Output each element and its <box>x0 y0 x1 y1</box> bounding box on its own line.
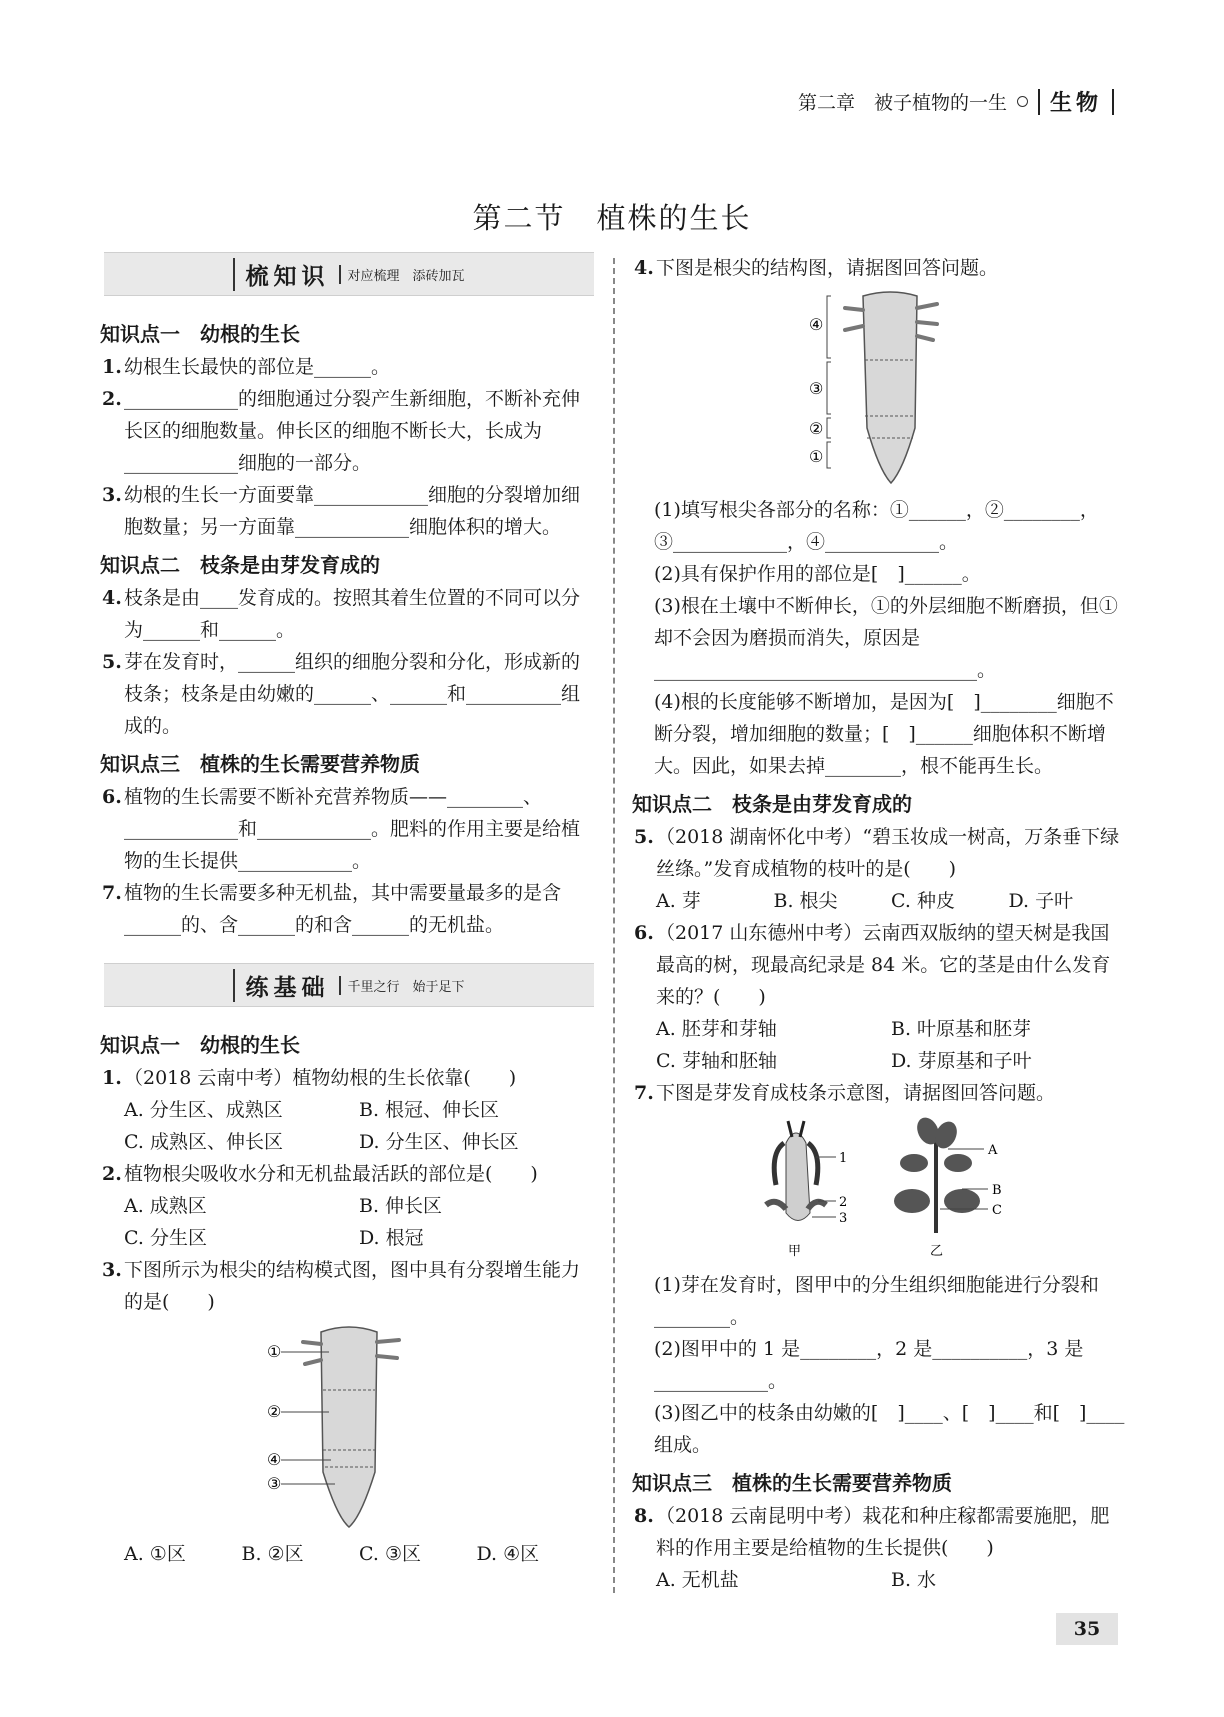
knowledge-point-heading: 知识点三 植株的生长需要营养物质 <box>100 752 420 776</box>
option[interactable]: A. 芽 <box>656 890 701 912</box>
diagram-label: ② <box>809 419 824 438</box>
diagram-label: ① <box>267 1342 282 1361</box>
page-number: 35 <box>1056 1613 1118 1645</box>
question: 7. 植物的生长需要多种无机盐，其中需要量最多的是含______的、含______的和含______的无机盐。 <box>102 882 562 936</box>
option[interactable]: C. 芽轴和胚轴 <box>656 1050 777 1072</box>
diagram-label: ② <box>267 1402 282 1421</box>
sub-question: (1)芽在发育时，图甲中的分生组织细胞能进行分裂和________。 <box>654 1274 1099 1328</box>
branch-figure-yi <box>894 1114 1002 1259</box>
bud-development-diagram <box>736 1113 1026 1263</box>
option[interactable]: C. 成熟区、伸长区 <box>124 1131 283 1153</box>
question: 2. 植物根尖吸收水分和无机盐最活跃的部位是( ) <box>102 1163 538 1185</box>
divider-bar <box>1038 89 1040 115</box>
options <box>104 1094 594 1158</box>
root-tip-structure-diagram <box>781 288 981 488</box>
sub-question: (1)填写根尖各部分的名称：①______，②________，③____________，④____________。 <box>654 499 1099 553</box>
question: 5. 芽在发育时，______组织的细胞分裂和分化，形成新的枝条；枝条是由幼嫩的______、______和__________组成的。 <box>102 651 581 737</box>
right-column <box>632 252 1126 1596</box>
question: 2. ____________的细胞通过分裂产生新细胞，不断补充伸长区的细胞数量。伸长区的细胞不断长大，长成为____________细胞的一部分。 <box>102 388 581 474</box>
figure-caption: 乙 <box>930 1244 944 1259</box>
question: 1. （2018 云南中考）植物幼根的生长依靠( ) <box>102 1067 517 1089</box>
diagram-label: A <box>988 1143 998 1158</box>
diagram-label: ③ <box>267 1474 282 1493</box>
page-title: 第二节 植株的生长 <box>472 201 752 235</box>
option[interactable]: C. 分生区 <box>124 1227 207 1249</box>
sub-question: (2)图甲中的 1 是________，2 是__________，3 是____________。 <box>654 1338 1084 1392</box>
option[interactable]: A. ①区 <box>124 1543 186 1565</box>
option[interactable]: D. 根冠 <box>359 1227 424 1249</box>
options <box>104 1190 594 1254</box>
options <box>636 885 1126 917</box>
question: 8. （2018 云南昆明中考）栽花和种庄稼都需要施肥，肥料的作用主要是给植物的生长提供( ) <box>634 1505 1110 1559</box>
question: 3. 下图所示为根尖的结构模式图，图中具有分裂增生能力的是( ) <box>102 1259 581 1313</box>
question: 4. 枝条是由____发育成的。按照其着生位置的不同可以分为______和______。 <box>102 587 581 641</box>
option[interactable]: B. ②区 <box>241 1543 304 1565</box>
option[interactable]: B. 根尖 <box>773 890 838 912</box>
banner-slogan: 千里之行 始于足下 <box>339 976 464 995</box>
column-divider <box>613 258 615 1593</box>
question: 1. 幼根生长最快的部位是______。 <box>102 356 391 378</box>
option[interactable]: C. 种皮 <box>891 890 955 912</box>
question: 3. 幼根的生长一方面要靠____________细胞的分裂增加细胞数量；另一方面靠____________细胞体积的增大。 <box>102 484 581 538</box>
sub-question: (3)根在土壤中不断伸长，①的外层细胞不断磨损，但①却不会因为磨损而消失，原因是__________________________________。 <box>654 595 1118 681</box>
knowledge-point-heading: 知识点三 植株的生长需要营养物质 <box>632 1471 952 1495</box>
options <box>636 1013 1126 1077</box>
diagram-label: ④ <box>267 1450 282 1469</box>
banner-name: 练基础 <box>233 969 329 1002</box>
running-header <box>798 86 1114 117</box>
option[interactable]: A. 分生区、成熟区 <box>124 1099 283 1121</box>
diagram-label: 2 <box>839 1195 848 1210</box>
divider-bar <box>1112 89 1114 115</box>
bud-figure-jia <box>766 1121 847 1259</box>
sub-question: (2)具有保护作用的部位是[ ]______。 <box>654 563 981 585</box>
option[interactable]: D. 芽原基和子叶 <box>891 1050 1032 1072</box>
option[interactable]: B. 水 <box>891 1569 937 1591</box>
option[interactable]: B. 伸长区 <box>359 1195 443 1217</box>
section-banner-knowledge <box>104 252 594 296</box>
subject-label: 生物 <box>1049 91 1102 116</box>
option[interactable]: C. ③区 <box>359 1543 421 1565</box>
root-tip-diagram <box>249 1322 449 1532</box>
circle-icon <box>1017 96 1028 107</box>
chapter-title: 第二章 被子植物的一生 <box>797 92 1007 114</box>
diagram-label: 1 <box>839 1151 848 1166</box>
option[interactable]: D. 分生区、伸长区 <box>359 1131 519 1153</box>
diagram-label: ④ <box>809 315 824 334</box>
figure-caption: 甲 <box>788 1244 802 1259</box>
knowledge-point-heading: 知识点二 枝条是由芽发育成的 <box>632 792 912 816</box>
diagram-label: ③ <box>809 379 824 398</box>
sub-question: (4)根的长度能够不断增加，是因为[ ]________细胞不断分裂，增加细胞的数量；[ ]______细胞体积不断增大。因此，如果去掉________，根不能再生长。 <box>654 691 1114 777</box>
option[interactable]: D. 子叶 <box>1008 890 1074 912</box>
options <box>636 1564 1126 1596</box>
question: 5. （2018 湖南怀化中考）“碧玉妆成一树高，万条垂下绿丝绦。”发育成植物的枝叶的是( ) <box>634 826 1120 880</box>
diagram-label: B <box>992 1183 1002 1198</box>
diagram-label: C <box>992 1203 1002 1218</box>
left-column <box>100 252 594 1570</box>
knowledge-point-heading: 知识点一 幼根的生长 <box>100 1033 300 1057</box>
option[interactable]: A. 无机盐 <box>656 1569 739 1591</box>
question: 4. 下图是根尖的结构图，请据图回答问题。 <box>634 257 999 279</box>
option[interactable]: A. 胚芽和芽轴 <box>656 1018 777 1040</box>
question: 6. 植物的生长需要不断补充营养物质——________、____________和____________。肥料的作用主要是给植物的生长提供____________。 <box>102 786 581 872</box>
option[interactable]: B. 叶原基和胚芽 <box>891 1018 1032 1040</box>
options <box>104 1538 594 1570</box>
question: 6. （2017 山东德州中考）云南西双版纳的望天树是我国最高的树，现最高纪录是 84 米。它的茎是由什么发育来的？( ) <box>634 922 1111 1008</box>
banner-name: 梳知识 <box>233 258 329 291</box>
sub-question: (3)图乙中的枝条由幼嫩的[ ]____、[ ]____和[ ]____组成。 <box>654 1402 1125 1456</box>
diagram-label: 3 <box>839 1211 848 1226</box>
knowledge-point-heading: 知识点一 幼根的生长 <box>100 322 300 346</box>
knowledge-point-heading: 知识点二 枝条是由芽发育成的 <box>100 553 380 577</box>
question: 7. 下图是芽发育成枝条示意图，请据图回答问题。 <box>634 1082 1056 1104</box>
option[interactable]: A. 成熟区 <box>124 1195 207 1217</box>
diagram-label: ① <box>809 447 824 466</box>
section-banner-practice <box>104 963 594 1007</box>
option[interactable]: D. ④区 <box>476 1543 540 1565</box>
banner-slogan: 对应梳理 添砖加瓦 <box>339 265 464 284</box>
option[interactable]: B. 根冠、伸长区 <box>359 1099 500 1121</box>
